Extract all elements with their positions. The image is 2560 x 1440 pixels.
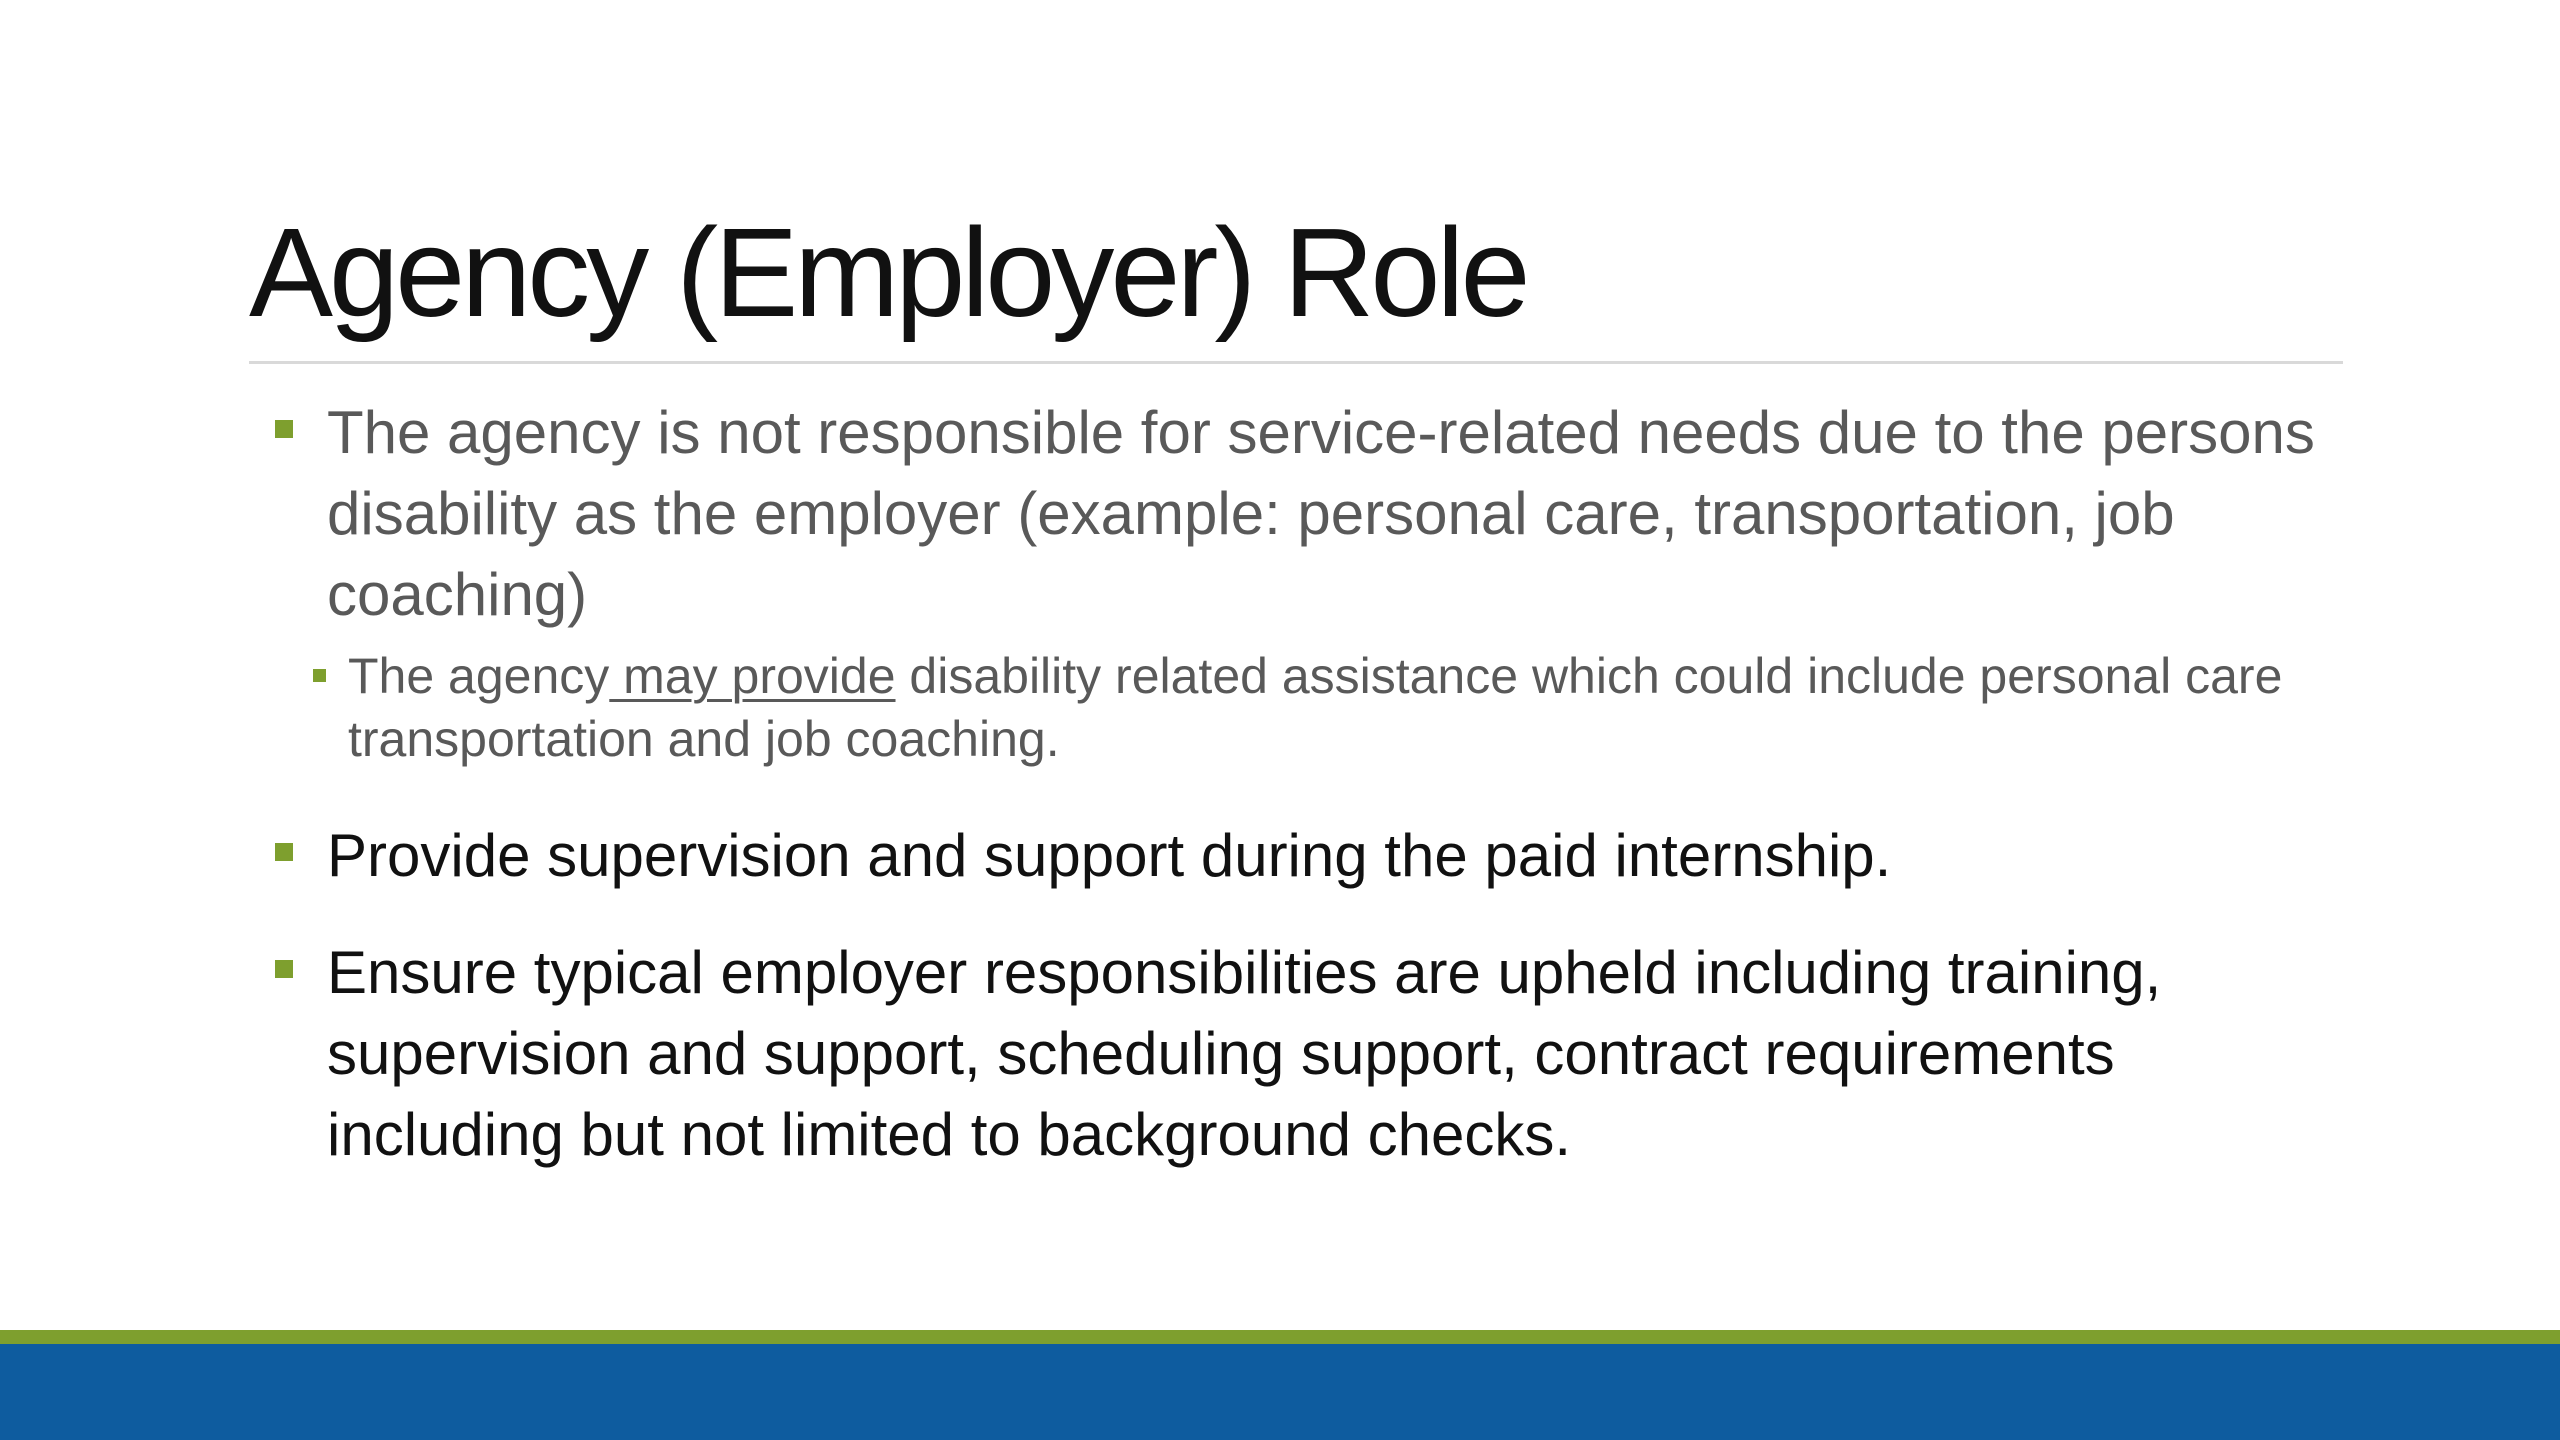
sub-bullet-text-before: The agency (348, 648, 610, 704)
sub-bullet-underlined-text: may provide (609, 648, 896, 704)
title-divider (249, 361, 2343, 364)
bullet-list (270, 392, 2360, 1175)
bullet-text-3: Ensure typical employer responsibilities are upheld including training, supervision and support, scheduling support, contract requirements including but not limited to background checks. (327, 939, 2162, 1168)
sub-bullet-text-after: disability related assistance which could include personal care transportation and job coaching. (348, 648, 2283, 767)
bullet-item-1 (270, 392, 2360, 635)
slide-title: Agency (Employer) Role (249, 202, 1527, 343)
bullet-text-2: Provide supervision and support during the paid internship. (327, 822, 1892, 889)
footer-accent-stripe (0, 1330, 2560, 1344)
bullet-text-1: The agency is not responsible for service-related needs due to the persons disability as the employer (example: personal care, transportation, job coaching) (327, 399, 2315, 628)
square-bullet-icon (275, 843, 293, 861)
square-bullet-icon (275, 960, 293, 978)
square-bullet-icon (275, 420, 293, 438)
square-bullet-icon (313, 669, 326, 682)
bullet-item-3 (270, 932, 2360, 1175)
bullet-item-2 (270, 815, 2360, 896)
footer-band (0, 1344, 2560, 1440)
sub-bullet-item-1 (313, 645, 2360, 771)
